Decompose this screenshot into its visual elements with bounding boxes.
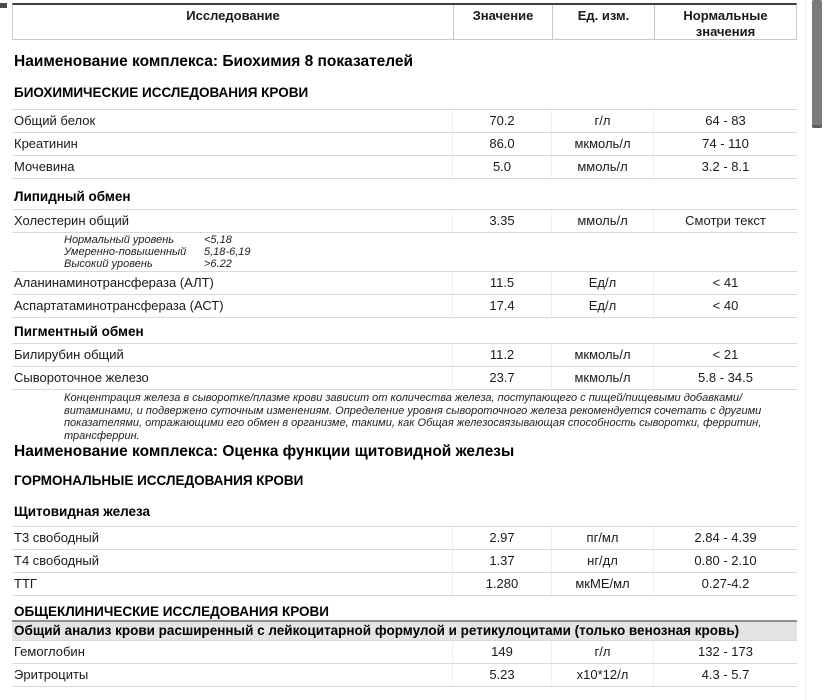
test-normal-range: 64 - 83: [653, 110, 797, 132]
table-row: [12, 664, 797, 687]
test-value: 70.2: [452, 110, 551, 132]
test-unit: пг/мл: [551, 527, 653, 549]
test-name: Холестерин общий: [14, 213, 130, 228]
test-unit: нг/дл: [551, 550, 653, 572]
scrollbar-track[interactable]: [805, 0, 828, 700]
test-name: Общий белок: [14, 113, 96, 128]
test-unit: г/л: [551, 110, 653, 132]
table-row: [12, 367, 797, 390]
test-name: ТТГ: [14, 576, 37, 591]
test-unit: мкмоль/л: [551, 344, 653, 366]
test-unit: мкМЕ/мл: [551, 573, 653, 595]
test-value: 86.0: [452, 133, 551, 155]
note-label: Нормальный уровень: [64, 234, 175, 246]
subsection-thyroid-gland: Щитовидная железа: [14, 504, 151, 519]
note-label: Высокий уровень: [64, 258, 153, 270]
subsection-pigment: Пигментный обмен: [14, 324, 144, 339]
clinical-rows: [12, 640, 797, 687]
test-name: Креатинин: [14, 136, 78, 151]
test-value: 3.35: [452, 210, 551, 232]
test-value: 149: [452, 641, 551, 663]
enzyme-rows: [12, 271, 797, 318]
thyroid-rows: [12, 526, 797, 596]
test-value: 17.4: [452, 295, 551, 317]
note-value: <5,18: [204, 234, 232, 246]
column-header-value: Значение: [453, 5, 552, 39]
test-name: Сывороточное железо: [14, 370, 149, 385]
test-normal-range: Смотри текст: [653, 210, 797, 232]
column-header-normal: Нормальные значения: [654, 5, 796, 39]
test-unit: Ед/л: [551, 295, 653, 317]
section-heading-biochem-blood: БИОХИМИЧЕСКИЕ ИССЛЕДОВАНИЯ КРОВИ: [14, 85, 309, 100]
lipid-rows: [12, 209, 797, 233]
test-name: Т4 свободный: [14, 553, 100, 568]
test-normal-range: 132 - 173: [653, 641, 797, 663]
test-value: 23.7: [452, 367, 551, 389]
test-unit: ммоль/л: [551, 210, 653, 232]
complex-title-thyroid: Наименование комплекса: Оценка функции щитовидной железы: [14, 443, 515, 460]
test-normal-range: 3.2 - 8.1: [653, 156, 797, 178]
note-value: >6.22: [204, 258, 232, 270]
table-row: [12, 527, 797, 550]
panel-title-row: Общий анализ крови расширенный с лейкоцитарной формулой и ретикулоцитами (только венозная кровь): [12, 620, 797, 640]
test-value: 2.97: [452, 527, 551, 549]
note-line: [64, 234, 797, 246]
test-normal-range: < 41: [653, 272, 797, 294]
table-row: [12, 641, 797, 664]
subsection-lipid: Липидный обмен: [14, 189, 131, 204]
table-row: [12, 210, 797, 233]
test-unit: г/л: [551, 641, 653, 663]
section-heading-hormonal: ГОРМОНАЛЬНЫЕ ИССЛЕДОВАНИЯ КРОВИ: [14, 473, 304, 488]
test-unit: х10*12/л: [551, 664, 653, 686]
test-value: 5.23: [452, 664, 551, 686]
note-label: Умеренно-повышенный: [64, 246, 187, 258]
test-value: 1.280: [452, 573, 551, 595]
test-normal-range: < 21: [653, 344, 797, 366]
test-name: Аланинаминотрансфераза (АЛТ): [14, 275, 214, 290]
test-name: Аспартатаминотрансфераза (АСТ): [14, 298, 224, 313]
column-header-test: Исследование: [186, 8, 280, 23]
results-table-header: [12, 3, 797, 40]
note-value: 5,18-6,19: [204, 246, 251, 258]
test-value: 1.37: [452, 550, 551, 572]
test-name: Билирубин общий: [14, 347, 124, 362]
complex-title-biochem: Наименование комплекса: Биохимия 8 показателей: [14, 53, 414, 70]
pigment-rows: [12, 343, 797, 390]
section-heading-clinical: ОБЩЕКЛИНИЧЕСКИЕ ИССЛЕДОВАНИЯ КРОВИ: [14, 604, 329, 619]
test-normal-range: 0.27-4.2: [653, 573, 797, 595]
table-row: [12, 133, 797, 156]
scrollbar-thumb[interactable]: [812, 0, 822, 128]
test-name: Гемоглобин: [14, 644, 85, 659]
test-value: 11.2: [452, 344, 551, 366]
table-row: [12, 156, 797, 179]
test-normal-range: < 40: [653, 295, 797, 317]
table-row: [12, 550, 797, 573]
test-name: Т3 свободный: [14, 530, 100, 545]
test-unit: мкмоль/л: [551, 133, 653, 155]
test-normal-range: 5.8 - 34.5: [653, 367, 797, 389]
table-row: [12, 272, 797, 295]
test-value: 5.0: [452, 156, 551, 178]
report-content: [12, 0, 797, 687]
page-edge-mark: [0, 3, 7, 8]
cholesterol-reference-note: [64, 234, 797, 270]
note-line: [64, 258, 797, 270]
test-value: 11.5: [452, 272, 551, 294]
test-normal-range: 2.84 - 4.39: [653, 527, 797, 549]
table-row: [12, 110, 797, 133]
column-header-unit: Ед. изм.: [552, 5, 654, 39]
test-name: Эритроциты: [14, 667, 89, 682]
table-row: [12, 573, 797, 596]
test-normal-range: 4.3 - 5.7: [653, 664, 797, 686]
test-normal-range: 0.80 - 2.10: [653, 550, 797, 572]
table-row: [12, 344, 797, 367]
test-normal-range: 74 - 110: [653, 133, 797, 155]
serum-iron-note: Концентрация железа в сыворотке/плазме крови зависит от количества железа, поступающего с пищей/пищевыми добавками/витаминами, и подвержено суточным изменениям. Определение уровня сывороточного железа рекомендуется сочетать с другими показателями, отражающими его обмен в организме, такими, как Общая железосвязывающая способность сыворотки, ферритин, трансферрин.: [64, 392, 762, 442]
test-name: Мочевина: [14, 159, 75, 174]
table-row: [12, 295, 797, 318]
biochem-general-rows: [12, 109, 797, 179]
test-unit: ммоль/л: [551, 156, 653, 178]
note-line: [64, 246, 797, 258]
test-unit: Ед/л: [551, 272, 653, 294]
test-unit: мкмоль/л: [551, 367, 653, 389]
